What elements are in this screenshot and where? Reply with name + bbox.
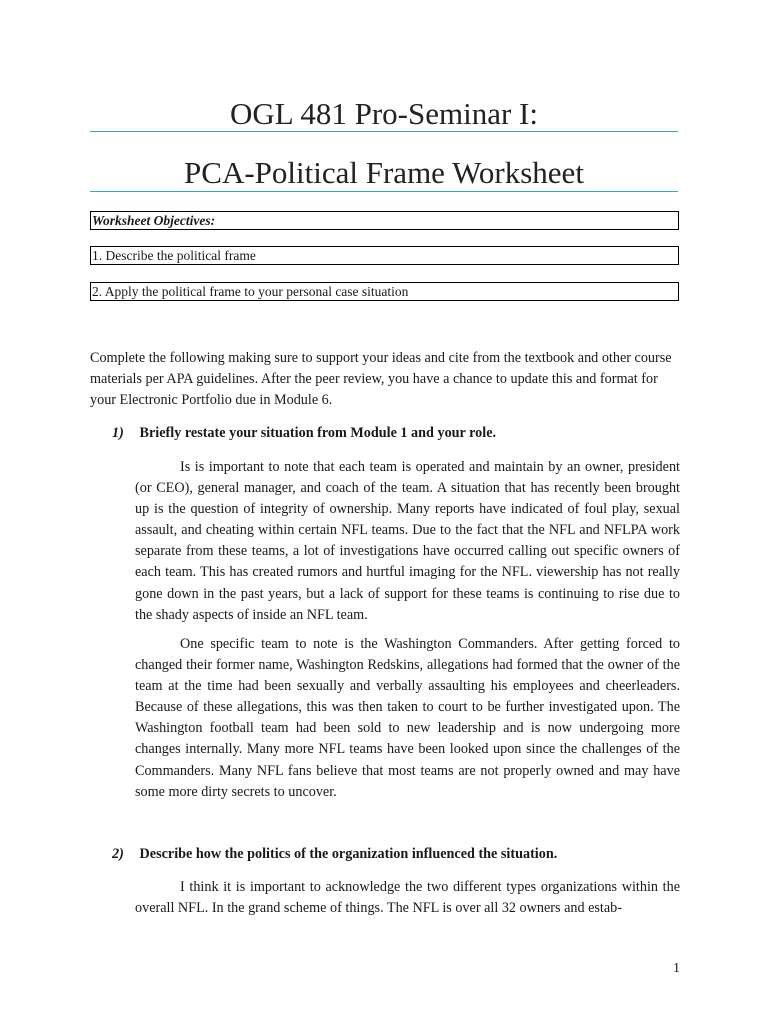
question-1-text: Briefly restate your situation from Module 1 and your role. <box>139 425 497 441</box>
page-number: 1 <box>673 961 680 976</box>
title-divider-1 <box>90 131 678 132</box>
answer-1-paragraph-2: One specific team to note is the Washington Commanders. After getting forced to changed their former name, Washington Redskins, allegations had formed that the owner of the team at the time had been sexually and verbally assaulting his employees and cheerleaders. Because of these allegations, this was then taken to court to be further investigated upon. The Washington football team had been sold to new leadership and is now undergoing more changes internally. Many more NFL teams have been looked upon since the challenges of the Commanders. Many NFL fans believe that most teams are not properly owned and may have some more dirty secrets to uncover. <box>135 636 680 800</box>
question-2-number: 2) <box>112 846 124 862</box>
page-title-line-2: PCA-Political Frame Worksheet <box>184 155 584 190</box>
objective-item-1: 1. Describe the political frame <box>90 246 679 265</box>
question-2-text: Describe how the politics of the organization influenced the situation. <box>139 846 558 862</box>
page-title-line-1: OGL 481 Pro-Seminar I: <box>230 96 538 131</box>
title-divider-2 <box>90 191 678 192</box>
answer-1-paragraph-1: Is is important to note that each team is operated and maintain by an owner, president (or CEO), general manager, and coach of the team. A situation that has recently been brought up is the question of integrity of ownership. Many reports have indicated of foul play, sexual assault, and cheating within certain NFL teams. Due to the fact that the NFL and NFLPA work separate from these teams, a lot of investigations have occurred calling out specific owners of each team. This has created rumors and hurtful imaging for the NFL. viewership has not really gone down in the past years, but a lack of support for these teams is continuing to rise due to the shady aspects of inside an NFL team. <box>135 459 680 623</box>
question-1 <box>112 423 692 444</box>
objective-item-2: 2. Apply the political frame to your personal case situation <box>90 282 679 301</box>
answer-2-paragraph-1: I think it is important to acknowledge the two different types organizations within the overall NFL. In the grand scheme of things. The NFL is over all 32 owners and estab- <box>135 879 680 917</box>
question-1-number: 1) <box>112 425 124 441</box>
objectives-heading: Worksheet Objectives: <box>90 211 679 230</box>
intro-paragraph: Complete the following making sure to support your ideas and cite from the textbook and other course materials per APA guidelines. After the peer review, you have a chance to update this and format for your Electronic Portfolio due in Module 6. <box>90 350 672 408</box>
question-2 <box>112 844 692 865</box>
